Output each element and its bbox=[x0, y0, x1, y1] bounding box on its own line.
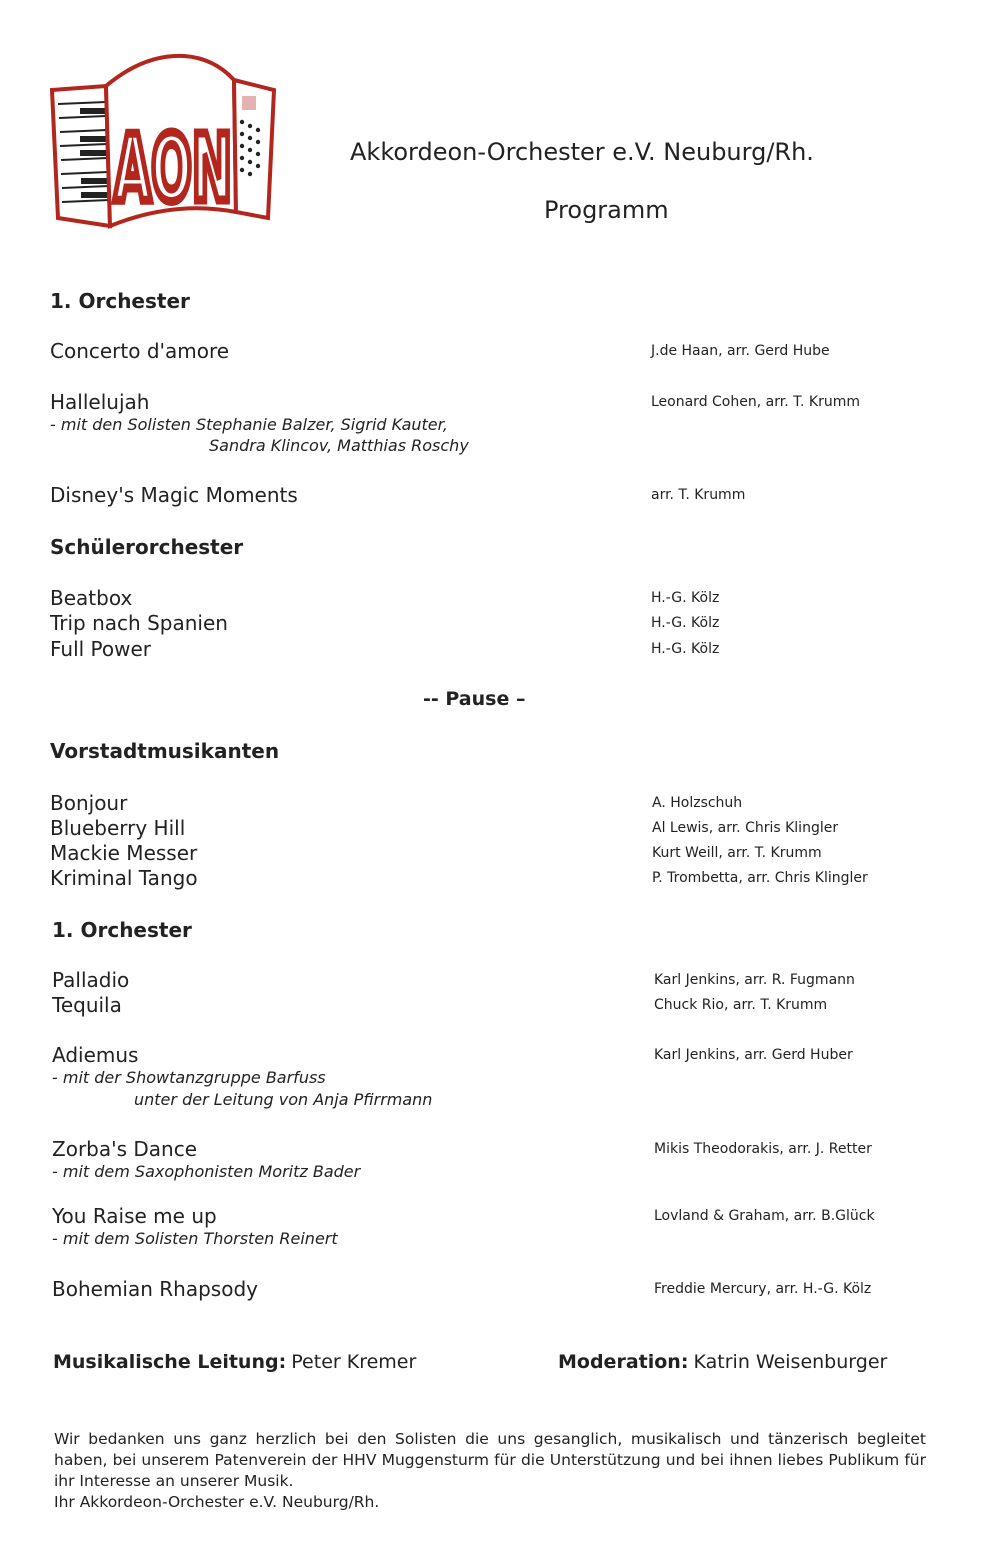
piece-credit: A. Holzschuh bbox=[652, 795, 743, 811]
piece-title: Trip nach Spanien bbox=[50, 611, 228, 635]
program-title: Programm bbox=[544, 196, 669, 224]
thanks-signature: Ihr Akkordeon-Orchester e.V. Neuburg/Rh. bbox=[54, 1493, 380, 1511]
piece-credit: H.-G. Kölz bbox=[651, 641, 720, 657]
musical-direction bbox=[53, 1351, 416, 1373]
moderation bbox=[558, 1351, 887, 1373]
piece-title: Mackie Messer bbox=[50, 841, 198, 865]
piece-title: Tequila bbox=[52, 993, 122, 1017]
piece-credit: arr. T. Krumm bbox=[651, 487, 746, 503]
piece-title: Disney's Magic Moments bbox=[50, 483, 298, 507]
piece-credit: Chuck Rio, arr. T. Krumm bbox=[654, 997, 828, 1013]
musical-direction-name: Peter Kremer bbox=[291, 1351, 417, 1373]
piece-credit: Al Lewis, arr. Chris Klingler bbox=[652, 820, 839, 836]
pause-label: -- Pause – bbox=[423, 688, 526, 710]
thanks-text: Wir bedanken uns ganz herzlich bei den Solisten die uns gesanglich, musikalisch und tänzerisch begleitet haben, bei unserem Patenverein der HHV Muggensturm für die Unterstützung und bei ihnen liebes Publikum für ihr Interesse an unserer Musik. bbox=[54, 1430, 926, 1490]
piece-credit: J.de Haan, arr. Gerd Hube bbox=[651, 343, 830, 359]
piece-note: - mit der Showtanzgruppe Barfuss bbox=[52, 1068, 326, 1087]
piece-note: - mit den Solisten Stephanie Balzer, Sigrid Kauter, bbox=[50, 415, 448, 434]
moderation-label: Moderation: bbox=[558, 1351, 689, 1373]
piece-title: Kriminal Tango bbox=[50, 866, 198, 890]
piece-credit: Freddie Mercury, arr. H.-G. Kölz bbox=[654, 1281, 872, 1297]
section-heading-orchester-1: 1. Orchester bbox=[50, 289, 190, 313]
piece-title: Blueberry Hill bbox=[50, 816, 186, 840]
svg-text:AON: AON bbox=[114, 115, 232, 222]
piece-note: - mit dem Solisten Thorsten Reinert bbox=[52, 1229, 338, 1248]
section-heading-orchester-2: 1. Orchester bbox=[52, 918, 192, 942]
accordion-logo-icon bbox=[44, 50, 284, 240]
piece-title: Beatbox bbox=[50, 586, 133, 610]
piece-credit: Mikis Theodorakis, arr. J. Retter bbox=[654, 1141, 872, 1157]
piece-credit: Karl Jenkins, arr. R. Fugmann bbox=[654, 972, 855, 988]
accordion-logo bbox=[44, 50, 284, 240]
piece-title: Zorba's Dance bbox=[52, 1137, 198, 1161]
piece-note: - mit dem Saxophonisten Moritz Bader bbox=[52, 1162, 361, 1181]
piece-title: Full Power bbox=[50, 637, 152, 661]
piece-note: Sandra Klincov, Matthias Roschy bbox=[209, 436, 469, 455]
piece-credit: Kurt Weill, arr. T. Krumm bbox=[652, 845, 822, 861]
moderation-name: Katrin Weisenburger bbox=[693, 1351, 888, 1373]
thanks-paragraph bbox=[54, 1429, 926, 1513]
piece-credit: Karl Jenkins, arr. Gerd Huber bbox=[654, 1047, 853, 1063]
piece-title: You Raise me up bbox=[52, 1204, 217, 1228]
piece-title: Concerto d'amore bbox=[50, 339, 230, 363]
section-heading-vorstadtmusikanten: Vorstadtmusikanten bbox=[50, 739, 280, 763]
piece-title: Bonjour bbox=[50, 791, 128, 815]
piece-credit: H.-G. Kölz bbox=[651, 590, 720, 606]
piece-credit: H.-G. Kölz bbox=[651, 615, 720, 631]
piece-credit: Lovland & Graham, arr. B.Glück bbox=[654, 1208, 875, 1224]
piece-note: unter der Leitung von Anja Pfirrmann bbox=[134, 1090, 433, 1109]
organization-title: Akkordeon-Orchester e.V. Neuburg/Rh. bbox=[350, 138, 814, 166]
piece-title: Palladio bbox=[52, 968, 130, 992]
piece-title: Adiemus bbox=[52, 1043, 139, 1067]
piece-credit: P. Trombetta, arr. Chris Klingler bbox=[652, 870, 868, 886]
piece-title: Bohemian Rhapsody bbox=[52, 1277, 258, 1301]
musical-direction-label: Musikalische Leitung: bbox=[53, 1351, 287, 1373]
piece-credit: Leonard Cohen, arr. T. Krumm bbox=[651, 394, 860, 410]
piece-title: Hallelujah bbox=[50, 390, 150, 414]
section-heading-schuelerorchester: Schülerorchester bbox=[50, 535, 244, 559]
